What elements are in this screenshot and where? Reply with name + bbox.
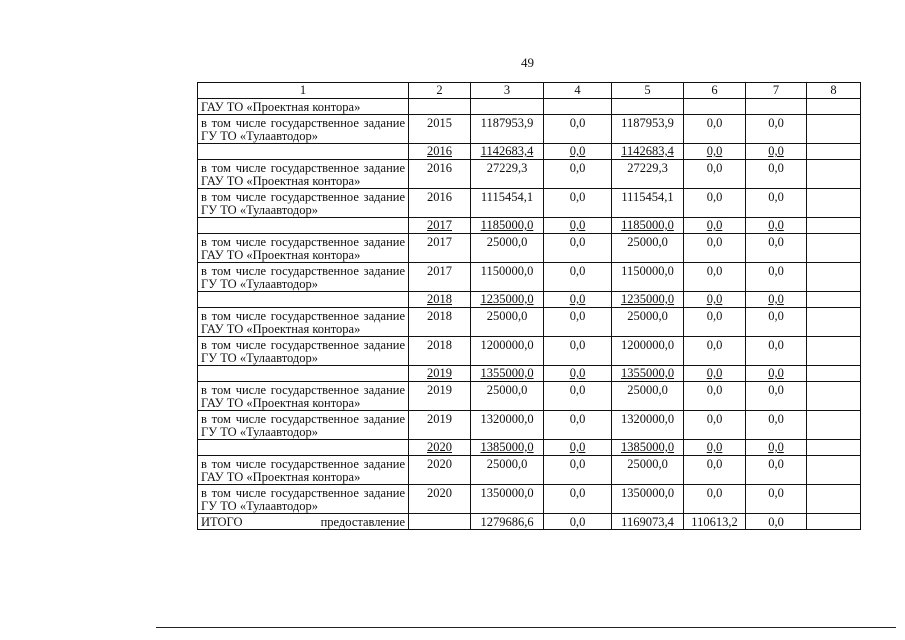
column-header-7: 7 [746, 83, 807, 99]
year-cell: 2016 [409, 189, 471, 218]
row-description [198, 218, 409, 234]
amount-col6-cell: 0,0 [684, 485, 746, 514]
amount-col5-cell: 25000,0 [612, 382, 684, 411]
amount-col7-cell: 0,0 [746, 308, 807, 337]
amount-col7-cell: 0,0 [746, 411, 807, 440]
row-description [198, 144, 409, 160]
year-cell: 2016 [409, 144, 471, 160]
row-description: в том числе государственное задание ГУ ТО «Тулаавтодор» [198, 411, 409, 440]
amount-col8-cell [807, 263, 861, 292]
amount-col5-cell: 1142683,4 [612, 144, 684, 160]
column-header-2: 2 [409, 83, 471, 99]
amount-col8-cell [807, 456, 861, 485]
year-cell: 2018 [409, 292, 471, 308]
amount-col7-cell: 0,0 [746, 292, 807, 308]
year-cell: 2020 [409, 456, 471, 485]
row-description: в том числе государственное задание ГАУ ТО «Проектная контора» [198, 160, 409, 189]
total-label-right: предоставление [320, 515, 405, 529]
amount-col5-cell: 1350000,0 [612, 485, 684, 514]
year-cell: 2020 [409, 440, 471, 456]
amount-col6-cell: 0,0 [684, 115, 746, 144]
row-description [198, 366, 409, 382]
amount-col5-cell: 1187953,9 [612, 115, 684, 144]
total-label-left: ИТОГО [201, 515, 243, 529]
amount-col6-cell: 0,0 [684, 337, 746, 366]
amount-col4-cell: 0,0 [544, 485, 612, 514]
amount-total-cell: 25000,0 [471, 382, 544, 411]
page-number: 49 [521, 55, 534, 70]
year-cell: 2018 [409, 337, 471, 366]
column-header-3: 3 [471, 83, 544, 99]
amount-col7-cell: 0,0 [746, 160, 807, 189]
table-row-year-subtotal [198, 218, 861, 234]
row-description: в том числе государственное задание ГАУ ТО «Проектная контора» [198, 234, 409, 263]
amount-col7-cell: 0,0 [746, 337, 807, 366]
table-row-year-subtotal [198, 366, 861, 382]
amount-col8-cell [807, 144, 861, 160]
amount-col4-cell: 0,0 [544, 514, 612, 530]
table-body [198, 99, 861, 530]
header-row [198, 83, 861, 99]
amount-col4-cell: 0,0 [544, 292, 612, 308]
table-row [198, 456, 861, 485]
amount-col7-cell: 0,0 [746, 263, 807, 292]
amount-col8-cell [807, 115, 861, 144]
amount-total-cell: 1185000,0 [471, 218, 544, 234]
amount-total-cell: 1385000,0 [471, 440, 544, 456]
amount-col7-cell: 0,0 [746, 144, 807, 160]
amount-col8-cell [807, 308, 861, 337]
amount-col7-cell: 0,0 [746, 440, 807, 456]
table-row-total [198, 514, 861, 530]
amount-col8-cell [807, 337, 861, 366]
amount-col6-cell: 0,0 [684, 189, 746, 218]
amount-col4-cell: 0,0 [544, 189, 612, 218]
amount-col5-cell: 1169073,4 [612, 514, 684, 530]
amount-col5-cell: 27229,3 [612, 160, 684, 189]
amount-total-cell: 1200000,0 [471, 337, 544, 366]
amount-col5-cell: 25000,0 [612, 456, 684, 485]
amount-col4-cell: 0,0 [544, 144, 612, 160]
amount-total-cell: 1355000,0 [471, 366, 544, 382]
table-row-year-subtotal [198, 144, 861, 160]
amount-total-cell: 25000,0 [471, 456, 544, 485]
amount-col4-cell: 0,0 [544, 218, 612, 234]
amount-col4-cell: 0,0 [544, 411, 612, 440]
column-header-8: 8 [807, 83, 861, 99]
row-description: в том числе государственное задание ГУ ТО «Тулаавтодор» [198, 263, 409, 292]
amount-col6-cell: 0,0 [684, 411, 746, 440]
year-cell: 2017 [409, 218, 471, 234]
amount-col5-cell: 1200000,0 [612, 337, 684, 366]
amount-col8-cell [807, 218, 861, 234]
amount-col6-cell: 0,0 [684, 308, 746, 337]
amount-col4-cell: 0,0 [544, 456, 612, 485]
amount-col6-cell: 0,0 [684, 263, 746, 292]
amount-col8-cell [807, 366, 861, 382]
year-cell: 2017 [409, 234, 471, 263]
column-header-5: 5 [612, 83, 684, 99]
row-description: в том числе государственное задание ГУ ТО «Тулаавтодор» [198, 115, 409, 144]
year-cell: 2019 [409, 382, 471, 411]
table-row [198, 189, 861, 218]
row-description: в том числе государственное задание ГУ ТО «Тулаавтодор» [198, 189, 409, 218]
amount-col7-cell: 0,0 [746, 234, 807, 263]
amount-total-cell: 25000,0 [471, 234, 544, 263]
table-row [198, 160, 861, 189]
amount-col4-cell: 0,0 [544, 115, 612, 144]
amount-col8-cell [807, 382, 861, 411]
amount-col8-cell [807, 440, 861, 456]
amount-col4-cell: 0,0 [544, 382, 612, 411]
amount-col8-cell [807, 160, 861, 189]
amount-total-cell: 1150000,0 [471, 263, 544, 292]
year-cell: 2019 [409, 366, 471, 382]
row-description: в том числе государственное задание ГАУ ТО «Проектная контора» [198, 308, 409, 337]
amount-total-cell: 1279686,6 [471, 514, 544, 530]
amount-col8-cell [807, 485, 861, 514]
amount-total-cell: 27229,3 [471, 160, 544, 189]
amount-col5-cell: 25000,0 [612, 308, 684, 337]
table-row [198, 337, 861, 366]
table-row [198, 411, 861, 440]
row-description [198, 292, 409, 308]
amount-col5-cell: 1150000,0 [612, 263, 684, 292]
amount-col6-cell: 0,0 [684, 144, 746, 160]
amount-col7-cell: 0,0 [746, 115, 807, 144]
amount-col6-cell: 0,0 [684, 292, 746, 308]
amount-col7-cell: 0,0 [746, 485, 807, 514]
amount-col4-cell: 0,0 [544, 366, 612, 382]
amount-col6-cell: 0,0 [684, 366, 746, 382]
year-cell [409, 514, 471, 530]
amount-col4-cell: 0,0 [544, 234, 612, 263]
amount-col6-cell: 0,0 [684, 234, 746, 263]
amount-col7-cell: 0,0 [746, 189, 807, 218]
row-description: в том числе государственное задание ГУ ТО «Тулаавтодор» [198, 485, 409, 514]
amount-col5-cell: 25000,0 [612, 234, 684, 263]
amount-col5-cell: 1320000,0 [612, 411, 684, 440]
year-cell: 2020 [409, 485, 471, 514]
amount-col7-cell [746, 99, 807, 115]
amount-col6-cell: 0,0 [684, 382, 746, 411]
amount-col7-cell: 0,0 [746, 514, 807, 530]
row-description: в том числе государственное задание ГАУ ТО «Проектная контора» [198, 382, 409, 411]
table-row [198, 263, 861, 292]
amount-total-cell [471, 99, 544, 115]
amount-total-cell: 25000,0 [471, 308, 544, 337]
amount-total-cell: 1142683,4 [471, 144, 544, 160]
amount-col6-cell: 0,0 [684, 218, 746, 234]
amount-col5-cell: 1185000,0 [612, 218, 684, 234]
column-header-6: 6 [684, 83, 746, 99]
amount-col5-cell: 1115454,1 [612, 189, 684, 218]
amount-col4-cell: 0,0 [544, 337, 612, 366]
table-row [198, 234, 861, 263]
amount-total-cell: 1320000,0 [471, 411, 544, 440]
amount-col8-cell [807, 292, 861, 308]
amount-col6-cell [684, 99, 746, 115]
column-header-1: 1 [198, 83, 409, 99]
column-header-4: 4 [544, 83, 612, 99]
amount-col8-cell [807, 99, 861, 115]
amount-col8-cell [807, 514, 861, 530]
amount-col4-cell: 0,0 [544, 440, 612, 456]
amount-col4-cell: 0,0 [544, 263, 612, 292]
row-description: ГАУ ТО «Проектная контора» [198, 99, 409, 115]
year-cell: 2018 [409, 308, 471, 337]
table-row [198, 99, 861, 115]
amount-col4-cell [544, 99, 612, 115]
amount-col6-cell: 0,0 [684, 456, 746, 485]
amount-col8-cell [807, 234, 861, 263]
row-description: в том числе государственное задание ГАУ ТО «Проектная контора» [198, 456, 409, 485]
year-cell: 2017 [409, 263, 471, 292]
amount-col8-cell [807, 411, 861, 440]
row-description [198, 514, 409, 530]
bottom-rule [156, 627, 896, 628]
year-cell: 2016 [409, 160, 471, 189]
amount-col7-cell: 0,0 [746, 366, 807, 382]
amount-col5-cell: 1385000,0 [612, 440, 684, 456]
amount-col8-cell [807, 189, 861, 218]
amount-total-cell: 1187953,9 [471, 115, 544, 144]
amount-total-cell: 1235000,0 [471, 292, 544, 308]
table-row [198, 382, 861, 411]
row-description: в том числе государственное задание ГУ ТО «Тулаавтодор» [198, 337, 409, 366]
amount-total-cell: 1350000,0 [471, 485, 544, 514]
table-row-year-subtotal [198, 440, 861, 456]
amount-col5-cell: 1355000,0 [612, 366, 684, 382]
budget-table [197, 82, 861, 530]
amount-col5-cell: 1235000,0 [612, 292, 684, 308]
year-cell: 2015 [409, 115, 471, 144]
amount-col4-cell: 0,0 [544, 160, 612, 189]
amount-col7-cell: 0,0 [746, 218, 807, 234]
total-label [201, 516, 405, 529]
table-row [198, 115, 861, 144]
amount-col5-cell [612, 99, 684, 115]
year-cell: 2019 [409, 411, 471, 440]
amount-col7-cell: 0,0 [746, 456, 807, 485]
amount-col6-cell: 110613,2 [684, 514, 746, 530]
amount-total-cell: 1115454,1 [471, 189, 544, 218]
table-row [198, 485, 861, 514]
row-description [198, 440, 409, 456]
table-row [198, 308, 861, 337]
table-row-year-subtotal [198, 292, 861, 308]
amount-col6-cell: 0,0 [684, 160, 746, 189]
amount-col6-cell: 0,0 [684, 440, 746, 456]
amount-col7-cell: 0,0 [746, 382, 807, 411]
year-cell [409, 99, 471, 115]
amount-col4-cell: 0,0 [544, 308, 612, 337]
